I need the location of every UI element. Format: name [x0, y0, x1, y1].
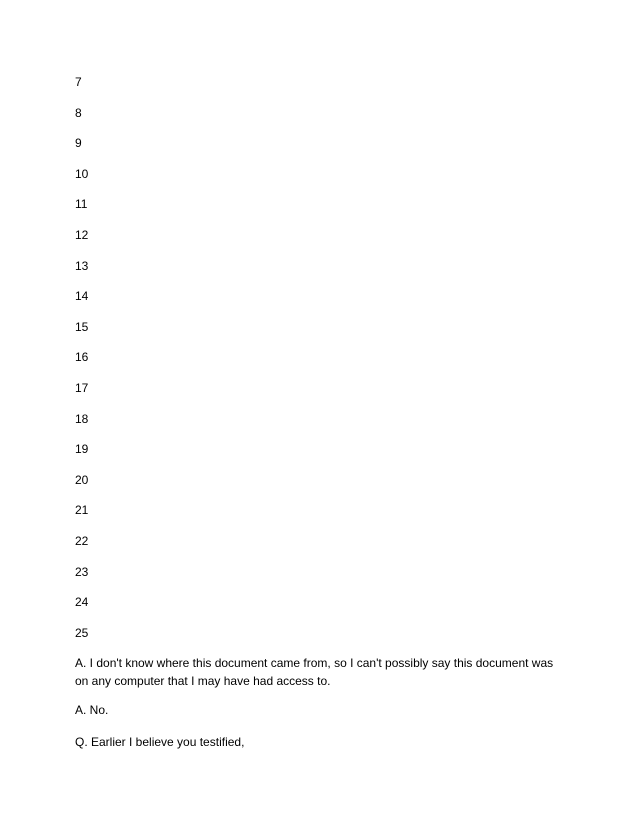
line-number-column [75, 74, 88, 655]
question-paragraph: Q. Earlier I believe you testified, [75, 735, 245, 749]
line-number: 21 [75, 503, 89, 518]
answer-paragraph: A. I don't know where this document came from, so I can't possibly say this document was on any computer that I may have had access to. [75, 656, 554, 688]
line-number: 12 [75, 227, 89, 242]
line-number: 17 [75, 380, 89, 395]
line-number: 16 [75, 350, 89, 365]
line-number: 9 [75, 136, 82, 151]
line-number: 18 [75, 411, 89, 426]
line-number: 15 [75, 319, 89, 334]
line-number: 24 [75, 595, 89, 610]
line-number: 23 [75, 564, 89, 579]
line-number: 20 [75, 472, 89, 487]
line-number: 7 [75, 75, 82, 89]
line-number: 10 [75, 166, 89, 181]
line-number: 22 [75, 533, 89, 548]
line-number: 13 [75, 258, 89, 273]
line-number: 8 [75, 105, 82, 120]
line-number: 14 [75, 289, 89, 304]
line-number: 19 [75, 442, 89, 457]
line-number: 11 [75, 197, 88, 212]
answer-paragraph: A. No. [75, 703, 109, 717]
line-number: 25 [75, 625, 89, 640]
